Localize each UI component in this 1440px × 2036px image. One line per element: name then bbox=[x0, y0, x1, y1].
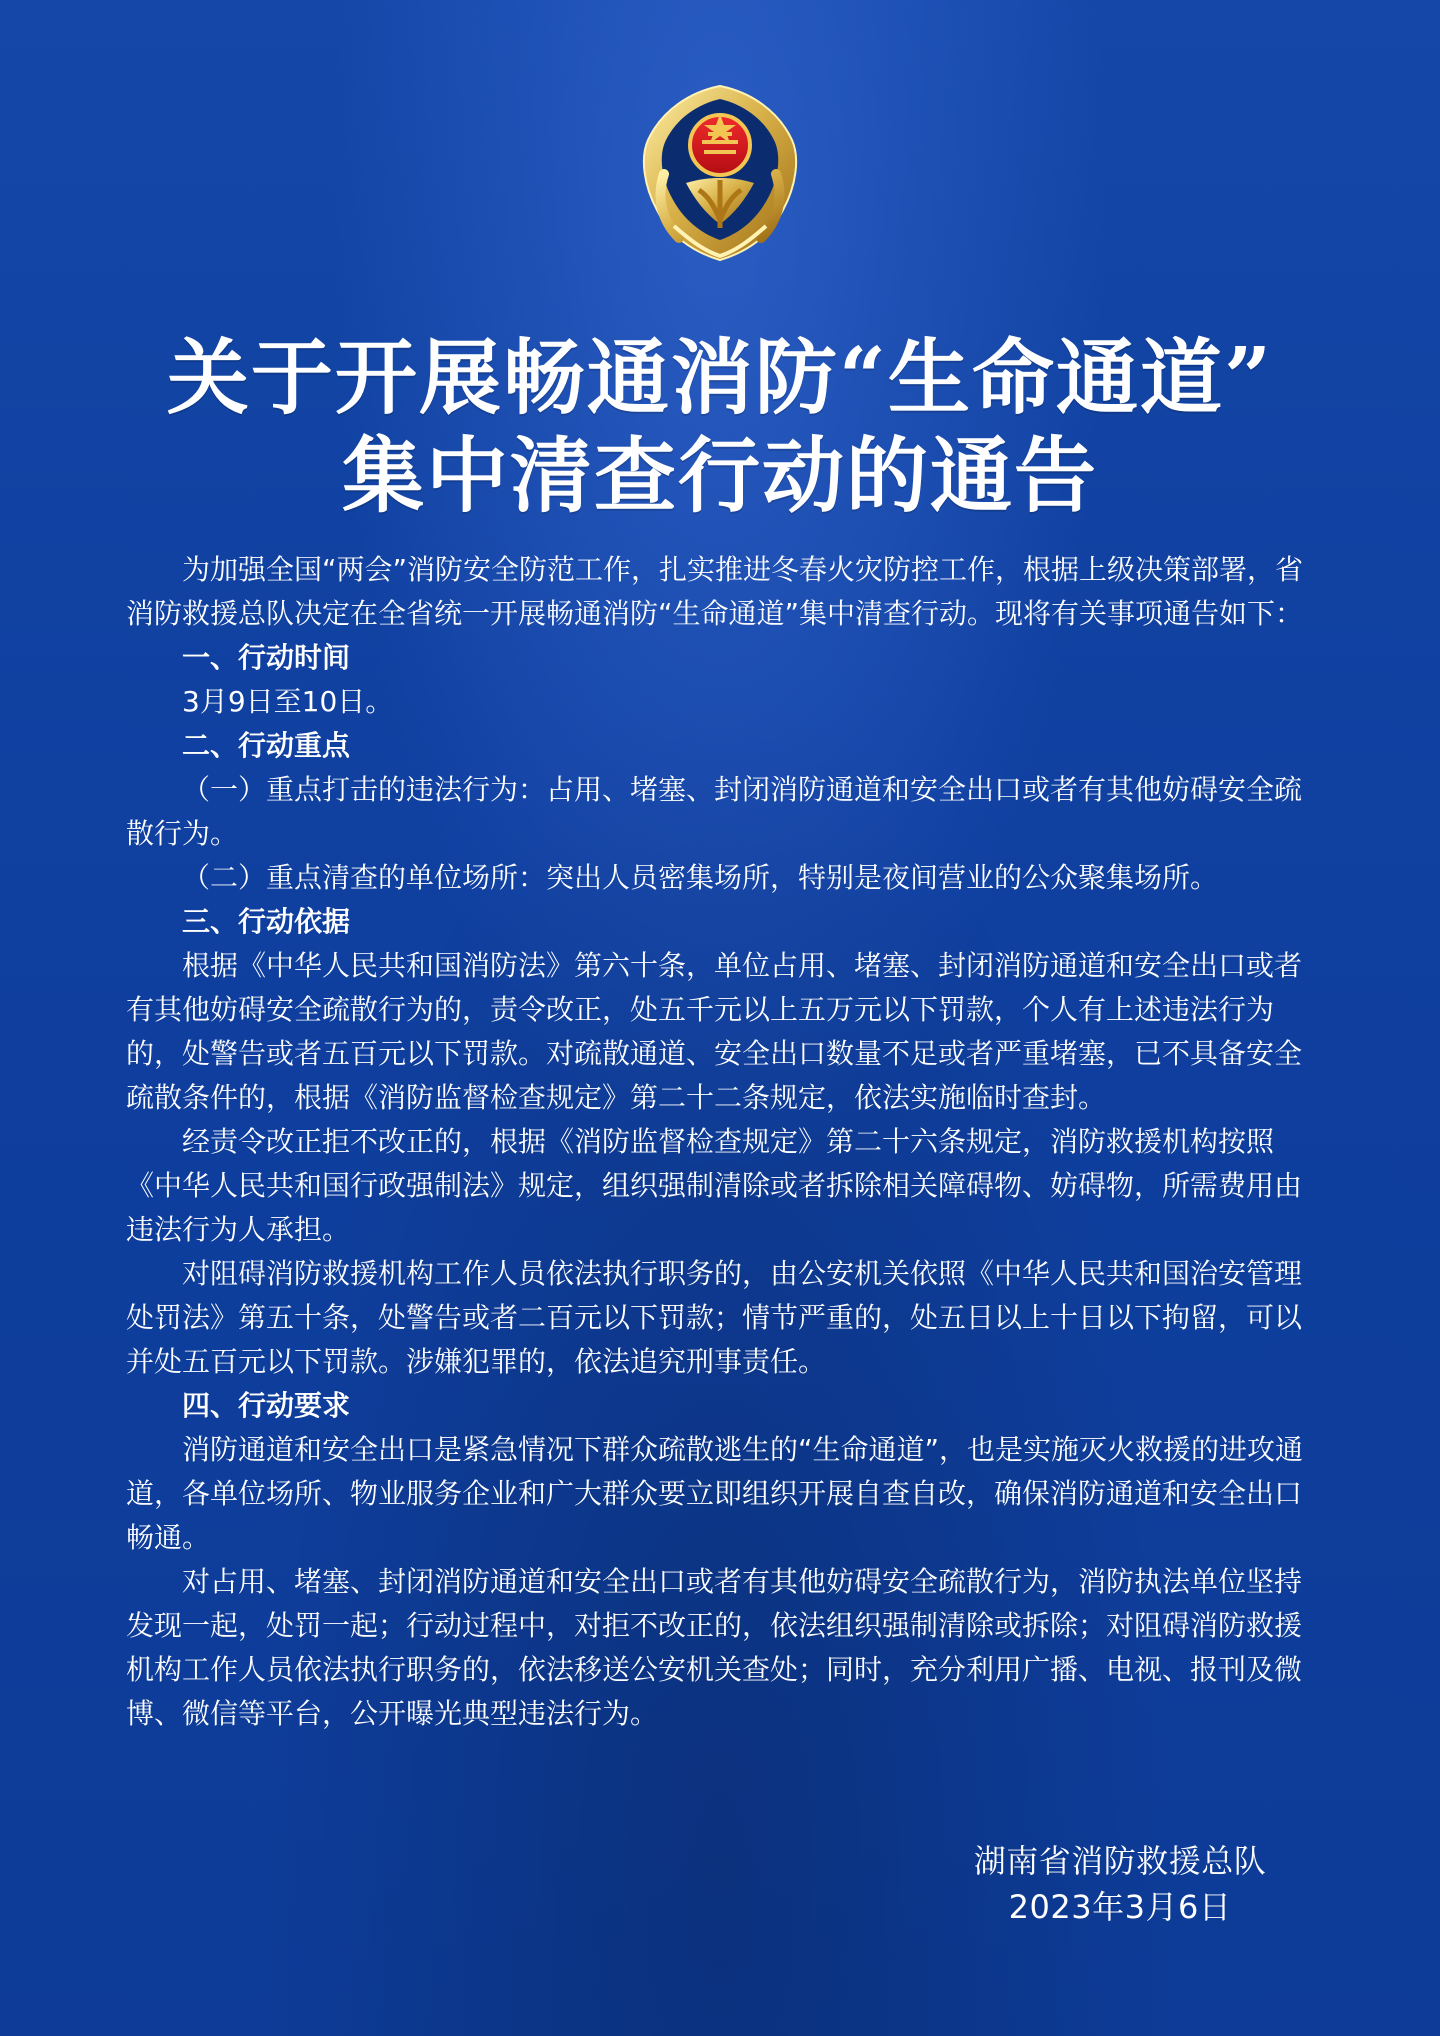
basis-paragraph-1: 根据《中华人民共和国消防法》第六十条，单位占用、堵塞、封闭消防通道和安全出口或者有其他妨碍安全疏散行为的，责令改正，处五千元以上五万元以下罚款，个人有上述违法行为的，处警告或者五百元以下罚款。对疏散通道、安全出口数量不足或者严重堵塞，已不具备安全疏散条件的，根据《消防监督检查规定》第二十二条规定，依法实施临时查封。 bbox=[126, 949, 1303, 1114]
section-heading-action-time: 一、行动时间 bbox=[182, 641, 351, 674]
title-line-1: 关于开展畅通消防“生命通道” bbox=[166, 330, 1274, 427]
focus-paragraph-2: （二）重点清查的单位场所：突出人员密集场所，特别是夜间营业的公众聚集场所。 bbox=[182, 861, 1219, 894]
issue-date: 2023年3月6日 bbox=[1008, 1888, 1232, 1926]
notice-title bbox=[0, 329, 1440, 525]
action-time-paragraph: 3月9日至10日。 bbox=[182, 685, 394, 718]
basis-paragraph-2: 经责令改正拒不改正的，根据《消防监督检查规定》第二十六条规定，消防救援机构按照《中华人民共和国行政强制法》规定，组织强制清除或者拆除相关障碍物、妨碍物，所需费用由违法行为人承担。 bbox=[126, 1125, 1303, 1246]
notice-body bbox=[126, 548, 1314, 1736]
signature-block bbox=[960, 1838, 1280, 1930]
section-heading-action-basis: 三、行动依据 bbox=[182, 905, 351, 938]
issuing-organization: 湖南省消防救援总队 bbox=[973, 1842, 1267, 1880]
fire-rescue-badge-icon bbox=[638, 82, 802, 264]
basis-paragraph-3: 对阻碍消防救援机构工作人员依法执行职务的，由公安机关依照《中华人民共和国治安管理处罚法》第五十条，处警告或者二百元以下罚款；情节严重的，处五日以上十日以下拘留，可以并处五百元以下罚款。涉嫌犯罪的，依法追究刑事责任。 bbox=[126, 1257, 1303, 1378]
title-line-2: 集中清查行动的通告 bbox=[341, 428, 1098, 525]
requirements-paragraph-2: 对占用、堵塞、封闭消防通道和安全出口或者有其他妨碍安全疏散行为，消防执法单位坚持发现一起，处罚一起；行动过程中，对拒不改正的，依法组织强制清除或拆除；对阻碍消防救援机构工作人员依法执行职务的，依法移送公安机关查处；同时，充分利用广播、电视、报刊及微博、微信等平台，公开曝光典型违法行为。 bbox=[126, 1565, 1303, 1730]
section-heading-action-requirements: 四、行动要求 bbox=[182, 1389, 351, 1422]
focus-paragraph-1: （一）重点打击的违法行为：占用、堵塞、封闭消防通道和安全出口或者有其他妨碍安全疏散行为。 bbox=[126, 773, 1303, 850]
section-heading-action-focus: 二、行动重点 bbox=[182, 729, 351, 762]
requirements-paragraph-1: 消防通道和安全出口是紧急情况下群众疏散逃生的“生命通道”，也是实施灭火救援的进攻通道，各单位场所、物业服务企业和广大群众要立即组织开展自查自改，确保消防通道和安全出口畅通。 bbox=[126, 1433, 1304, 1554]
intro-paragraph: 为加强全国“两会”消防安全防范工作，扎实推进冬春火灾防控工作，根据上级决策部署，省消防救援总队决定在全省统一开展畅通消防“生命通道”集中清查行动。现将有关事项通告如下： bbox=[126, 553, 1304, 630]
